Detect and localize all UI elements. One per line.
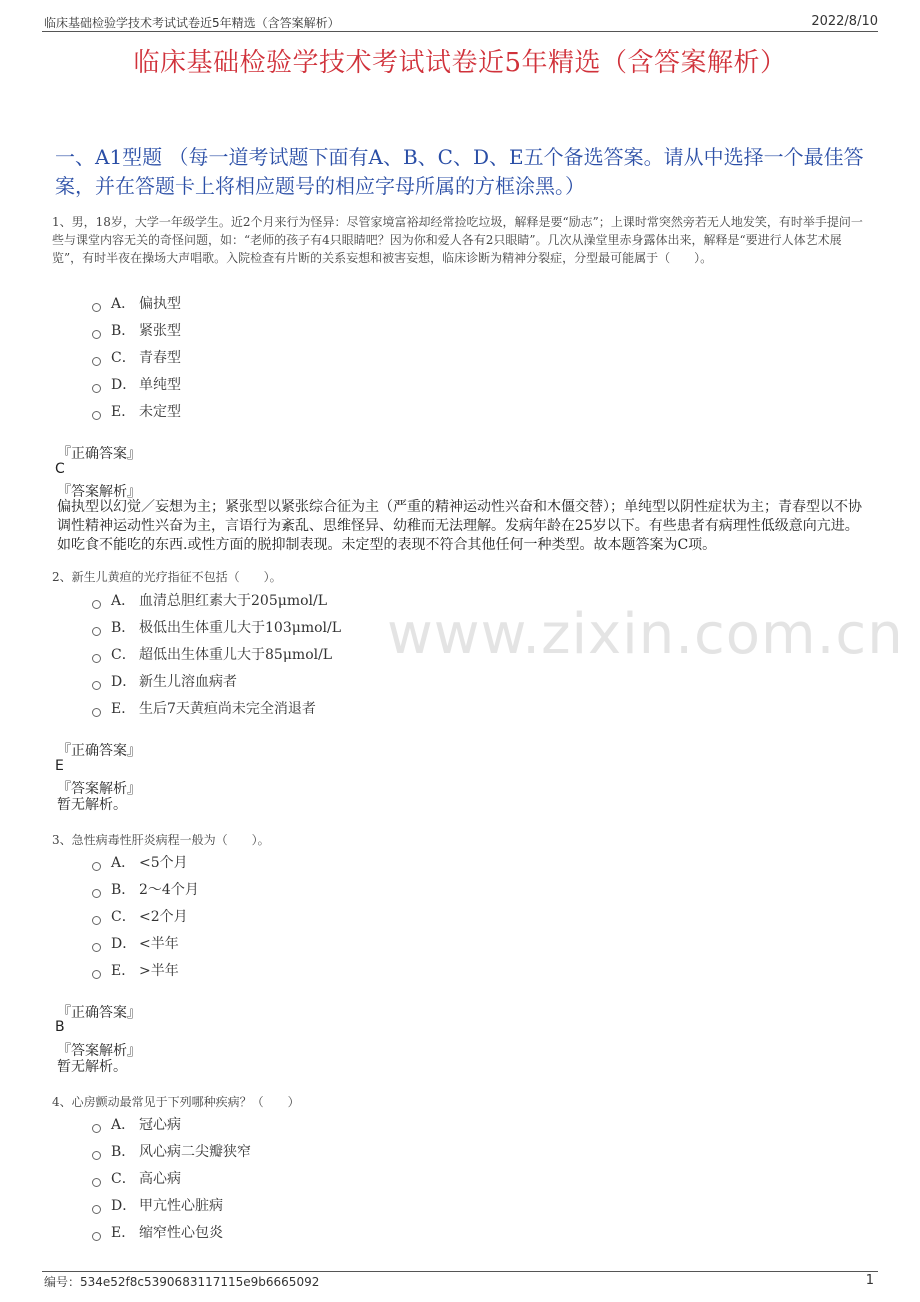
option-e[interactable]: E． 生后7天黄疸尚未完全消退者 [92,698,316,718]
option-c[interactable]: C． <2个月 [92,906,188,926]
radio-icon[interactable] [92,1205,101,1214]
option-b[interactable]: B． 风心病二尖瓣狭窄 [92,1141,251,1161]
correct-answer-label: 『正确答案』 [57,446,141,462]
option-c[interactable]: C． 青春型 [92,347,181,367]
radio-icon[interactable] [92,627,101,636]
radio-icon[interactable] [92,1151,101,1160]
option-b[interactable]: B． 2～4个月 [92,879,199,899]
radio-icon[interactable] [92,303,101,312]
option-c[interactable]: C． 高心病 [92,1168,181,1188]
option-e[interactable]: E． >半年 [92,960,179,980]
radio-icon[interactable] [92,970,101,979]
explanation-text: 暂无解析。 [57,797,127,813]
radio-icon[interactable] [92,357,101,366]
radio-icon[interactable] [92,943,101,952]
question-stem: 1、男，18岁，大学一年级学生。近2个月来行为怪异：尽管家境富裕却经常捡吃垃圾，解释是要“励志”；上课时常突然旁若无人地发笑，有时举手提问一些与课堂内容无关的奇怪问题，如：“老师的孩子有4只眼睛吧？因为你和爱人各有2只眼睛”。几次从澡堂里赤身露体出来，解释是“要进行人体艺术展览”，有时半夜在操场大声唱歌。入院检查有片断的关系妄想和被害妄想，临床诊断为精神分裂症，分型最可能属于（ ）。 [52,215,863,265]
footer-doc-id: 编号：534e52f8c5390683117115e9b6665092 [44,1275,320,1289]
header-doc-title: 临床基础检验学技术考试试卷近5年精选（含答案解析） [44,16,340,30]
explanation-text: 偏执型以幻觉／妄想为主；紧张型以紧张综合征为主（严重的精神运动性兴奋和木僵交替）；单纯型以阴性症状为主；青春型以不协调性精神运动性兴奋为主，言语行为紊乱、思维怪异、幼稚而无法理解。发病年龄在25岁以下。有些患者有病理性低级意向亢进。如吃食不能吃的东西.或性方面的脱抑制表现。未定型的表现不符合其他任何一种类型。故本题答案为C项。 [57,499,862,553]
correct-answer: E [55,758,64,774]
radio-icon[interactable] [92,681,101,690]
footer-divider [42,1271,878,1272]
option-b[interactable]: B． 极低出生体重儿大于103μmol/L [92,617,341,637]
option-a[interactable]: A． <5个月 [92,852,188,872]
correct-answer: C [55,461,65,477]
explanation-label: 『答案解析』 [57,1043,141,1059]
option-a[interactable]: A． 血清总胆红素大于205μmol/L [92,590,327,610]
correct-answer-label: 『正确答案』 [57,1005,141,1021]
radio-icon[interactable] [92,1124,101,1133]
radio-icon[interactable] [92,600,101,609]
option-b[interactable]: B． 紧张型 [92,320,181,340]
option-d[interactable]: D． 甲亢性心脏病 [92,1195,223,1215]
correct-answer: B [55,1019,65,1035]
radio-icon[interactable] [92,862,101,871]
option-a[interactable]: A． 偏执型 [92,293,181,313]
question-stem: 2、新生儿黄疸的光疗指征不包括（ ）。 [52,570,282,584]
radio-icon[interactable] [92,889,101,898]
section-heading: 一、A1型题 （每一道考试题下面有A、B、C、D、E五个备选答案。请从中选择一个最佳答案，并在答题卡上将相应题号的相应字母所属的方框涂黑。） [55,145,864,198]
option-c[interactable]: C． 超低出生体重儿大于85μmol/L [92,644,332,664]
header-divider [42,31,878,32]
question-stem: 3、急性病毒性肝炎病程一般为（ ）。 [52,833,270,847]
radio-icon[interactable] [92,411,101,420]
explanation-label: 『答案解析』 [57,484,141,500]
option-d[interactable]: D． 新生儿溶血病者 [92,671,237,691]
explanation-text: 暂无解析。 [57,1059,127,1075]
radio-icon[interactable] [92,384,101,393]
page-number: 1 [865,1273,874,1288]
question-stem: 4、心房颤动最常见于下列哪种疾病？（ ） [52,1095,300,1109]
radio-icon[interactable] [92,1178,101,1187]
radio-icon[interactable] [92,1232,101,1241]
page-title: 临床基础检验学技术考试试卷近5年精选（含答案解析） [133,48,787,78]
option-a[interactable]: A． 冠心病 [92,1114,181,1134]
option-e[interactable]: E． 未定型 [92,401,181,421]
option-e[interactable]: E． 缩窄性心包炎 [92,1222,223,1242]
radio-icon[interactable] [92,916,101,925]
radio-icon[interactable] [92,654,101,663]
correct-answer-label: 『正确答案』 [57,743,141,759]
option-d[interactable]: D． 单纯型 [92,374,181,394]
radio-icon[interactable] [92,708,101,717]
explanation-label: 『答案解析』 [57,781,141,797]
radio-icon[interactable] [92,330,101,339]
header-date: 2022/8/10 [811,14,878,29]
option-d[interactable]: D． <半年 [92,933,179,953]
watermark: www.zixin.com.cn [387,602,904,667]
